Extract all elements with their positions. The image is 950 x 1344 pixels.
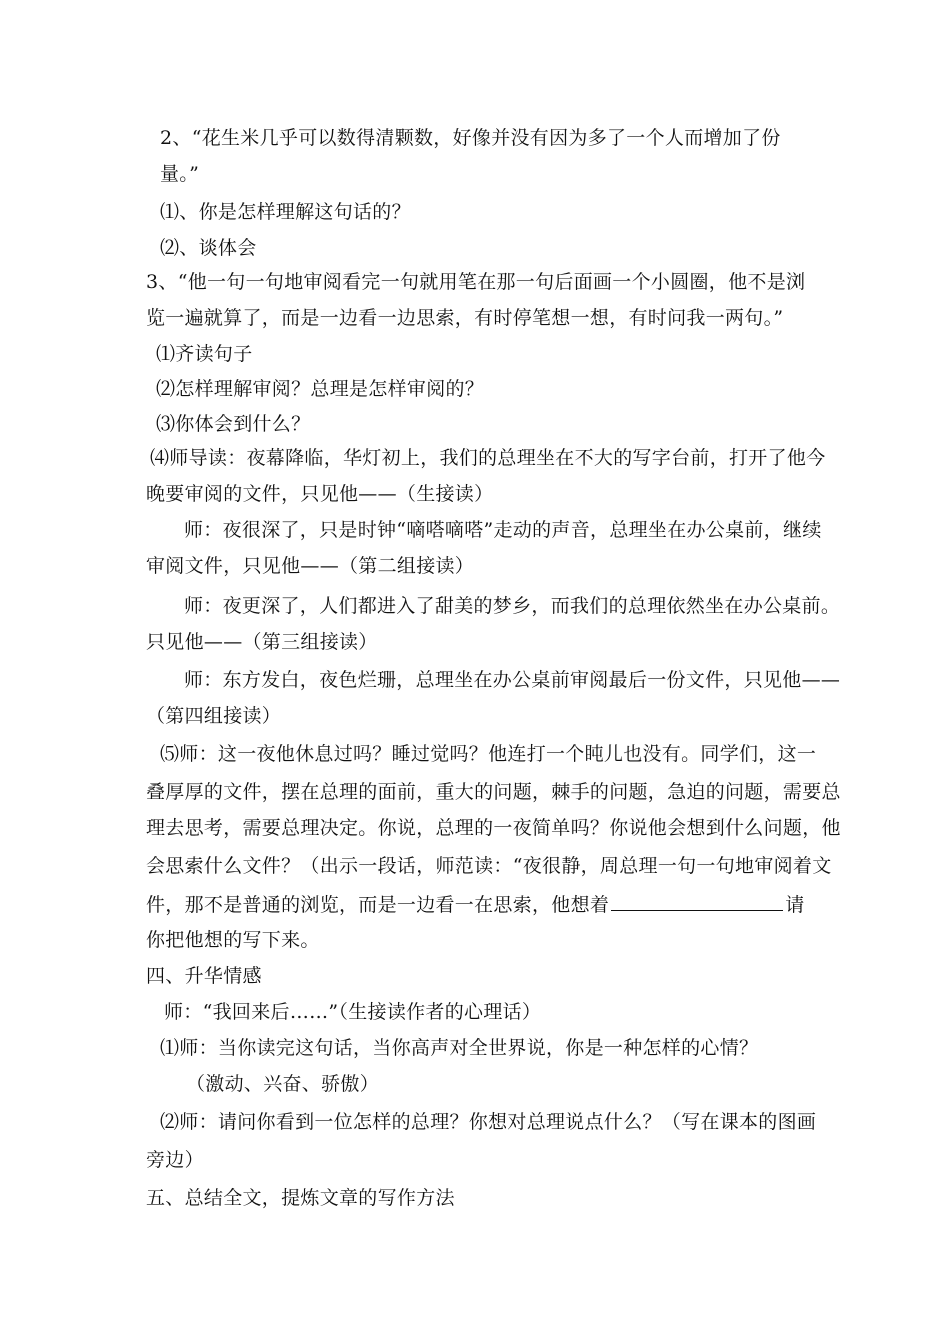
- text-line: 3、“他一句一句地审阅看完一句就用笔在那一句后面画一个小圆圈，他不是浏: [146, 271, 806, 293]
- text-line: ⑵、谈体会: [160, 237, 257, 259]
- text-segment: 件，那不是普通的浏览，而是一边看一在思索，他想着: [146, 894, 610, 916]
- text-line: 师：夜更深了，人们都进入了甜美的梦乡，而我们的总理依然坐在办公桌前。: [184, 595, 841, 617]
- text-line: ⑴齐读句子: [156, 343, 253, 365]
- section-heading: 五、总结全文，提炼文章的写作方法: [146, 1187, 455, 1209]
- text-line: 只见他——（第三组接读）: [146, 631, 378, 653]
- text-line: 你把他想的写下来。: [146, 929, 320, 951]
- text-line: 晚要审阅的文件，只见他——（生接读）: [146, 483, 494, 505]
- text-line: ⑴、你是怎样理解这句话的？: [160, 201, 411, 223]
- text-line: 叠厚厚的文件，摆在总理的面前，重大的问题，棘手的问题，急迫的问题，需要总: [146, 781, 841, 803]
- answer-blank[interactable]: [611, 892, 783, 911]
- text-line: 2、“花生米几乎可以数得清颗数，好像并没有因为多了一个人而增加了份: [160, 127, 781, 149]
- text-line: 会思索什么文件？（出示一段话，师范读：“夜很静，周总理一句一句地审阅着文: [146, 855, 832, 877]
- text-line: 览一遍就算了，而是一边看一边思索，有时停笔想一想，有时问我一两句。”: [146, 307, 784, 329]
- text-line: ⑸师：这一夜他休息过吗？睡过觉吗？他连打一个盹儿也没有。同学们，这一: [160, 743, 817, 765]
- section-heading: 四、升华情感: [146, 965, 262, 987]
- text-line: 师：东方发白，夜色烂珊，总理坐在办公桌前审阅最后一份文件，只见他——: [184, 669, 841, 691]
- text-line: 师：夜很深了，只是时钟“嘀嗒嘀嗒”走动的声音，总理坐在办公桌前，继续: [184, 519, 822, 541]
- text-line: 理去思考，需要总理决定。你说，总理的一夜简单吗？你说他会想到什么问题，他: [146, 817, 841, 839]
- text-line: ⑴师：当你读完这句话，当你高声对全世界说，你是一种怎样的心情？: [160, 1037, 759, 1059]
- text-line: ⑵师：请问你看到一位怎样的总理？你想对总理说点什么？（写在课本的图画: [160, 1111, 817, 1133]
- text-line: （激动、兴奋、骄傲）: [186, 1073, 380, 1095]
- text-line: 审阅文件，只见他——（第二组接读）: [146, 555, 475, 577]
- text-line: ⑷师导读：夜幕降临，华灯初上，我们的总理坐在不大的写字台前，打开了他今: [150, 447, 826, 469]
- text-line: ⑵怎样理解审阅？总理是怎样审阅的？: [156, 378, 485, 400]
- text-segment: 请: [785, 894, 805, 916]
- text-line: 旁边）: [146, 1149, 204, 1171]
- text-line: （第四组接读）: [146, 705, 282, 727]
- text-line: ⑶你体会到什么？: [156, 413, 311, 435]
- fill-in-line: [146, 892, 805, 917]
- text-line: 量。”: [160, 163, 200, 185]
- text-line: 师：“我回来后……”（生接读作者的心理话）: [164, 1001, 542, 1023]
